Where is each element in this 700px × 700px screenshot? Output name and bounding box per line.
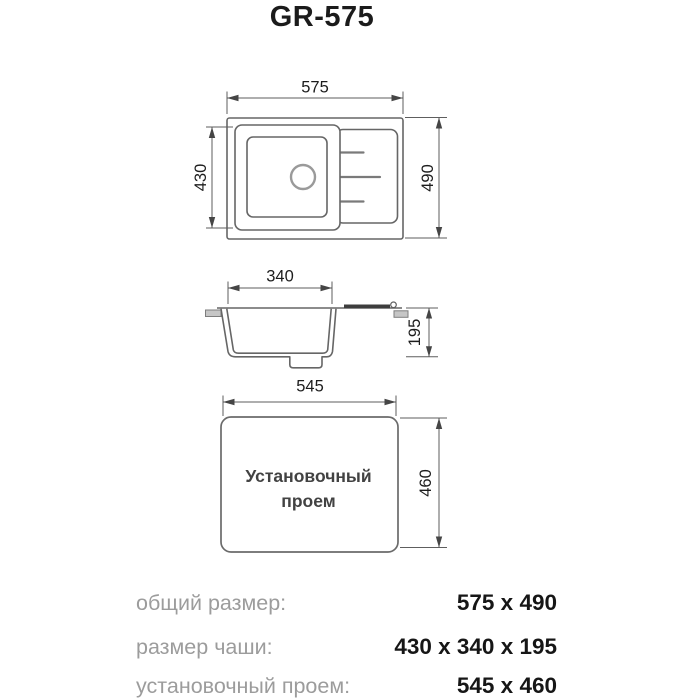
dimension-label-overall-width: 575 — [301, 78, 329, 97]
arrowhead — [223, 399, 235, 405]
spec-value: 575 x 490 — [456, 590, 557, 615]
spec-label: установочный проем: — [136, 674, 351, 698]
dimension-label-bowl-length: 340 — [266, 267, 294, 286]
arrowhead — [228, 285, 240, 291]
mounting-clip-left — [206, 310, 222, 317]
top-view — [192, 79, 447, 240]
dimension-label-cutout-width: 545 — [296, 377, 324, 396]
cutout-caption-line2: проем — [281, 491, 336, 511]
bowl-section-inner — [227, 309, 331, 353]
arrowhead — [436, 537, 442, 548]
bowl-section-outer — [221, 309, 336, 368]
drainboard-edge-curl — [391, 302, 397, 308]
spec-label: размер чаши: — [136, 635, 273, 659]
section-view — [206, 268, 439, 417]
arrowhead — [436, 118, 442, 129]
arrowhead — [426, 308, 432, 319]
arrowhead — [392, 95, 404, 101]
spec-row — [136, 673, 557, 699]
arrowhead — [209, 127, 215, 138]
arrowhead — [385, 399, 397, 405]
arrowhead — [436, 418, 442, 429]
mounting-clip-right — [394, 311, 408, 318]
product-title: GR-575 — [269, 1, 375, 33]
dimension-label-overall-depth: 490 — [419, 164, 437, 192]
dimension-label-cutout-depth: 460 — [417, 469, 435, 497]
spec-row — [136, 590, 557, 616]
dimension-label-bowl-depth: 195 — [406, 318, 424, 347]
cutout-caption-line1: Установочный — [245, 466, 372, 486]
spec-label: общий размер: — [136, 591, 287, 615]
spec-row — [136, 634, 557, 660]
spec-value: 430 x 340 x 195 — [394, 634, 557, 659]
spec-value: 545 x 460 — [456, 673, 557, 698]
cutout-view — [221, 417, 447, 552]
arrowhead — [321, 285, 333, 291]
arrowhead — [209, 217, 215, 228]
arrowhead — [227, 95, 239, 101]
arrowhead — [436, 227, 442, 238]
arrowhead — [426, 346, 432, 357]
dimension-label-bowl-width: 430 — [192, 163, 210, 192]
